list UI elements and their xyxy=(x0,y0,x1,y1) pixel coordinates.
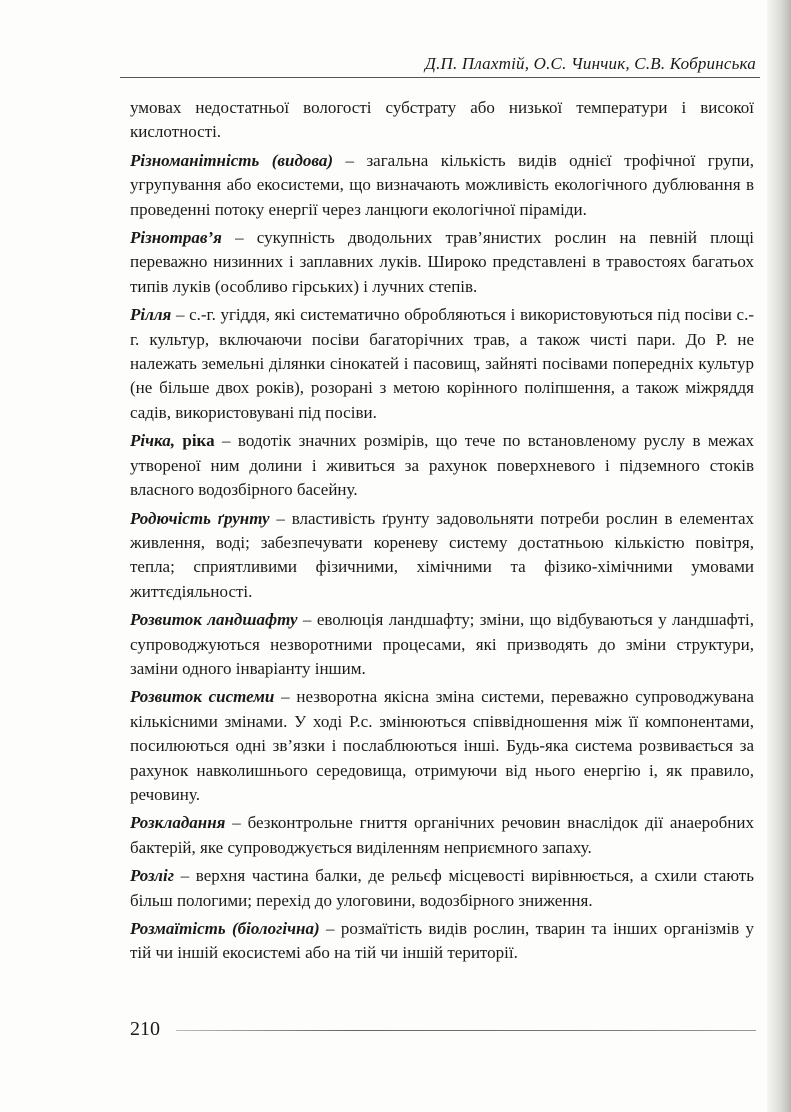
glossary-entry-rozkladannia xyxy=(130,811,754,860)
running-header-authors: Д.П. Плахтій, О.С. Чинчик, С.В. Кобринська xyxy=(425,54,756,73)
footer-rule xyxy=(176,1030,756,1031)
glossary-entry-riznotravia xyxy=(130,226,754,299)
page-footer xyxy=(124,1018,764,1042)
glossary-entry-richka xyxy=(130,429,754,502)
glossary-entry-rillia xyxy=(130,303,754,425)
entry-term: Розмаїтість (біологічна) xyxy=(130,919,320,938)
glossary-entry-riznomanitnist xyxy=(130,149,754,222)
entry-definition: – верхня частина балки, де рельєф місцевості вирівнюється, а схили стають більш пологими; перехід до улоговини, водозбірного зниження. xyxy=(130,866,754,910)
entry-definition: – загальна кількість видів однієї трофічної групи, угрупування або екосистеми, що визначають можливість екологічного дублювання в проведенні потоку енергії через ланцюги екологічної піраміди. xyxy=(130,150,754,219)
continuation-paragraph: умовах недостатньої вологості субстрату або низької температури і високої кислотності. xyxy=(130,98,754,142)
entry-term: Родючість ґрунту xyxy=(130,508,270,528)
header-rule xyxy=(120,77,760,78)
entry-definition: – с.-г. угіддя, які систематично обробляються і використовуються під посіви с.-г. культур, включаючи посіви багаторічних трав, а також чисті пари. До Р. не належать земельні ділянки сінокатей і пасовищ, зайняті посівами попередніх культур (не більше двох років), розорані з метою корінного поліпшення, а також міжряддя садів, використовувані під посіви. xyxy=(130,305,754,422)
entry-definition: – еволюція ландшафту; зміни, що відбуваються у ландшафті, супроводжуються незворотними процесами, які призводять до зміни структури, заміни одного інваріанту іншим. xyxy=(130,610,754,678)
entry-term: Розліг xyxy=(130,866,174,886)
entry-definition: – незворотна якісна зміна системи, переважно супроводжувана кількісними змінами. У ході Р.с. змінюються співвідношення між її компонентами, посилюються одні зв’язки і послаблюються інші. Будь-яка система розвивається за рахунок навколишнього середовища, отримуючи від нього енергію і, як правило, речовину. xyxy=(130,687,754,804)
entry-term: Різнотрав’я xyxy=(130,228,222,248)
glossary-entry-rozlih xyxy=(130,864,754,913)
entry-term: Річка, xyxy=(130,431,175,451)
glossary-entry-rozmaitist xyxy=(130,917,754,966)
entry-term: Різноманітність (видова) xyxy=(130,150,334,170)
entry-term: Розкладання xyxy=(130,813,226,833)
entry-definition: – водотік значних розмірів, що тече по встановленому руслу в межах утвореної ним долини і живиться за рахунок поверхневого і підземного стоків власного водозбірного басейну. xyxy=(130,431,755,500)
entry-definition: – властивість ґрунту задовольняти потреби рослин в елементах живлення, воді; забезпечувати кореневу систему достатньою кількістю повітря, тепла; сприятливими фізичними, хімічними та фізико-хімічними умовами життєдіяльності. xyxy=(130,508,754,601)
glossary-entry-rozvytok-landshaftu xyxy=(130,608,754,681)
entry-definition: – безконтрольне гниття органічних речовин внаслідок дії анаеробних бактерій, яке супроводжується виділенням неприємного запаху. xyxy=(130,813,754,857)
entry-definition: – сукупність дводольних трав’янистих рослин на певній площі переважно низинних і заплавних луків. Широко представлені в травостоях багатьох типів луків (особливо гірських) і лучних степів. xyxy=(130,228,754,296)
page-number: 210 xyxy=(130,1018,160,1040)
entry-term: Розвиток системи xyxy=(130,687,275,707)
entry-term-variant: ріка xyxy=(174,431,215,451)
glossary-entry-rozvytok-systemy xyxy=(130,685,754,807)
page-edge-shadow xyxy=(767,0,791,1112)
glossary-body xyxy=(130,96,754,970)
entry-definition: – розмаїтість видів рослин, тварин та інших організмів у тій чи іншій екосистемі або на тій чи іншій території. xyxy=(130,919,754,963)
entry-term: Рілля xyxy=(130,305,172,325)
glossary-entry-rodiuchist xyxy=(130,507,754,605)
entry-term: Розвиток ландшафту xyxy=(130,610,298,630)
